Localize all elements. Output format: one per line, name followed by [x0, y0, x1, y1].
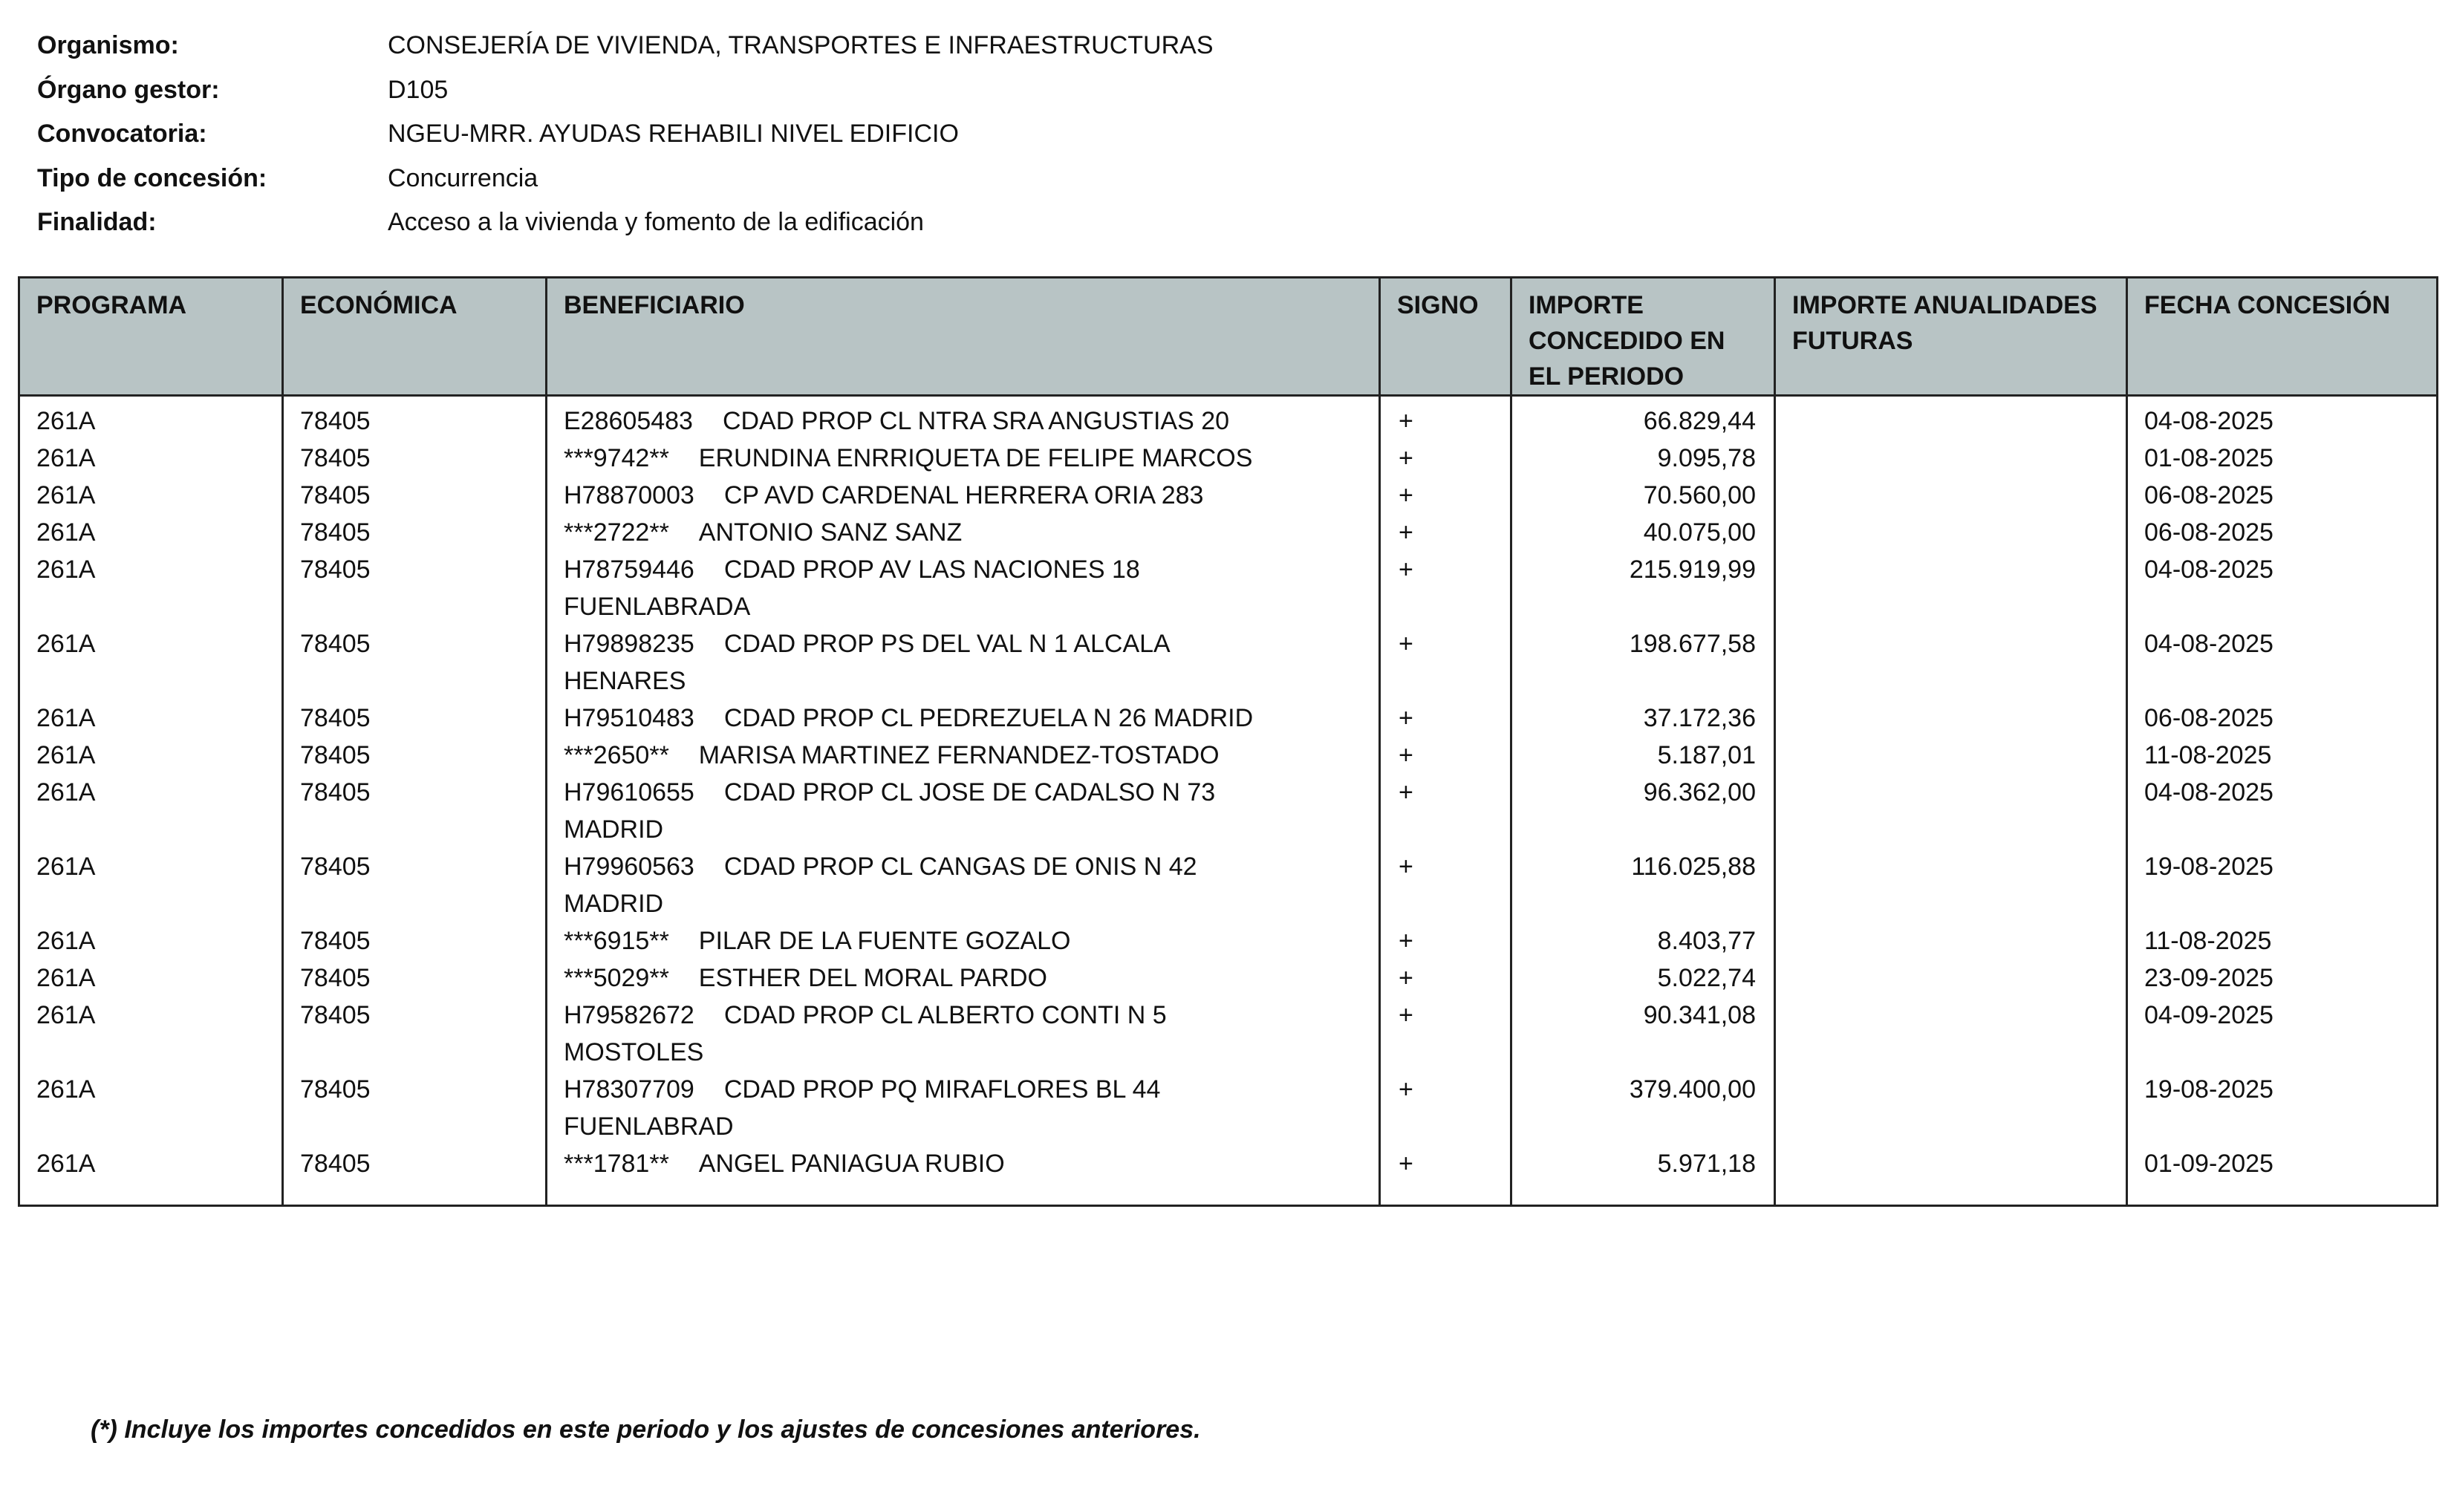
meta-label: Organismo: [37, 31, 179, 60]
beneficiary-name-line2: MOSTOLES [564, 1038, 704, 1066]
beneficiary-name: ANGEL PANIAGUA RUBIO [698, 1150, 1005, 1178]
beneficiary-name-line2: MADRID [564, 890, 664, 918]
table-filler-row [19, 1182, 2438, 1206]
cell-programa: 261A [19, 477, 283, 514]
cell-importe-concedido: 5.187,01 [1511, 737, 1775, 774]
cell-beneficiario [547, 477, 1380, 514]
cell-economica: 78405 [283, 997, 547, 1071]
beneficiary-name: CDAD PROP CL ALBERTO CONTI N 5 [723, 1001, 1167, 1029]
cell-importe-futuras [1775, 551, 2127, 625]
cell-importe-futuras [1775, 1145, 2127, 1182]
cell-economica: 78405 [283, 700, 547, 737]
cell-importe-futuras [1775, 700, 2127, 737]
cell-signo: + [1380, 737, 1511, 774]
beneficiary-name: CP AVD CARDENAL HERRERA ORIA 283 [723, 481, 1204, 509]
cell-programa: 261A [19, 737, 283, 774]
cell-beneficiario [547, 774, 1380, 848]
cell-economica: 78405 [283, 625, 547, 700]
meta-row [37, 157, 1214, 201]
table-row [19, 625, 2438, 700]
beneficiary-name-line2: FUENLABRADA [564, 593, 751, 621]
meta-row [37, 24, 1214, 68]
column-header-importe-concedido: IMPORTE CONCEDIDO EN EL PERIODO [1511, 278, 1775, 396]
beneficiary-id: H79610655 [564, 778, 694, 806]
cell-beneficiario [547, 700, 1380, 737]
column-header-economica: ECONÓMICA [283, 278, 547, 396]
cell-fecha: 04-09-2025 [2127, 997, 2438, 1071]
cell-importe-futuras [1775, 774, 2127, 848]
cell-beneficiario [547, 959, 1380, 997]
cell-importe-concedido: 9.095,78 [1511, 440, 1775, 477]
cell-economica: 78405 [283, 396, 547, 440]
cell-importe-concedido: 8.403,77 [1511, 922, 1775, 959]
cell-signo: + [1380, 774, 1511, 848]
meta-label: Tipo de concesión: [37, 163, 267, 192]
meta-label: Finalidad: [37, 208, 157, 237]
cell-fecha: 19-08-2025 [2127, 848, 2438, 922]
beneficiary-name-line2: HENARES [564, 667, 686, 695]
cell-signo: + [1380, 997, 1511, 1071]
table-row [19, 997, 2438, 1071]
document-metadata [37, 24, 1214, 245]
cell-signo: + [1380, 625, 1511, 700]
table-row [19, 922, 2438, 959]
cell-signo: + [1380, 959, 1511, 997]
cell-economica: 78405 [283, 477, 547, 514]
cell-programa: 261A [19, 848, 283, 922]
beneficiary-id: ***6915** [564, 927, 669, 955]
beneficiary-id: ***5029** [564, 964, 669, 992]
filler-cell [547, 1182, 1380, 1206]
cell-fecha: 06-08-2025 [2127, 477, 2438, 514]
footnote: (*) Incluye los importes concedidos en este periodo y los ajustes de concesiones anteriores. [91, 1415, 1201, 1444]
cell-importe-futuras [1775, 625, 2127, 700]
beneficiary-name-line2: FUENLABRAD [564, 1112, 734, 1141]
cell-fecha: 04-08-2025 [2127, 396, 2438, 440]
cell-economica: 78405 [283, 440, 547, 477]
cell-economica: 78405 [283, 551, 547, 625]
cell-importe-concedido: 116.025,88 [1511, 848, 1775, 922]
meta-row [37, 68, 1214, 113]
cell-beneficiario [547, 997, 1380, 1071]
table-row [19, 774, 2438, 848]
table-row [19, 396, 2438, 440]
meta-row [37, 201, 1214, 245]
cell-economica: 78405 [283, 848, 547, 922]
beneficiary-name: ANTONIO SANZ SANZ [698, 518, 963, 547]
cell-fecha: 11-08-2025 [2127, 922, 2438, 959]
cell-importe-futuras [1775, 396, 2127, 440]
beneficiary-name: CDAD PROP CL PEDREZUELA N 26 MADRID [723, 704, 1254, 732]
beneficiary-id: H79510483 [564, 704, 694, 732]
beneficiary-name-line2: MADRID [564, 815, 664, 844]
cell-economica: 78405 [283, 959, 547, 997]
beneficiary-id: ***9742** [564, 444, 669, 472]
cell-importe-futuras [1775, 737, 2127, 774]
beneficiary-id: ***2722** [564, 518, 669, 547]
table-row [19, 514, 2438, 551]
cell-importe-concedido: 37.172,36 [1511, 700, 1775, 737]
cell-beneficiario [547, 440, 1380, 477]
beneficiary-id: E28605483 [564, 407, 693, 435]
cell-programa: 261A [19, 625, 283, 700]
cell-fecha: 11-08-2025 [2127, 737, 2438, 774]
table-row [19, 551, 2438, 625]
beneficiary-name: CDAD PROP CL NTRA SRA ANGUSTIAS 20 [722, 407, 1230, 435]
cell-programa: 261A [19, 396, 283, 440]
beneficiary-id: H78870003 [564, 481, 694, 509]
beneficiary-id: H79898235 [564, 630, 694, 658]
cell-beneficiario [547, 922, 1380, 959]
beneficiary-id: H78759446 [564, 555, 694, 584]
meta-label: Convocatoria: [37, 120, 207, 149]
table-row [19, 477, 2438, 514]
cell-beneficiario [547, 737, 1380, 774]
cell-importe-futuras [1775, 1071, 2127, 1145]
cell-importe-concedido: 66.829,44 [1511, 396, 1775, 440]
cell-beneficiario [547, 1145, 1380, 1182]
cell-beneficiario [547, 396, 1380, 440]
cell-importe-futuras [1775, 477, 2127, 514]
table-row [19, 1145, 2438, 1182]
cell-economica: 78405 [283, 514, 547, 551]
cell-economica: 78405 [283, 1071, 547, 1145]
cell-importe-concedido: 40.075,00 [1511, 514, 1775, 551]
cell-beneficiario [547, 848, 1380, 922]
cell-programa: 261A [19, 774, 283, 848]
table-row [19, 737, 2438, 774]
cell-importe-concedido: 198.677,58 [1511, 625, 1775, 700]
cell-importe-concedido: 379.400,00 [1511, 1071, 1775, 1145]
table-row [19, 959, 2438, 997]
cell-fecha: 04-08-2025 [2127, 625, 2438, 700]
cell-fecha: 01-09-2025 [2127, 1145, 2438, 1182]
cell-fecha: 06-08-2025 [2127, 514, 2438, 551]
cell-programa: 261A [19, 514, 283, 551]
column-header-signo: SIGNO [1380, 278, 1511, 396]
beneficiary-name: PILAR DE LA FUENTE GOZALO [698, 927, 1071, 955]
cell-programa: 261A [19, 997, 283, 1071]
beneficiary-name: CDAD PROP CL JOSE DE CADALSO N 73 [723, 778, 1216, 806]
meta-value: CONSEJERÍA DE VIVIENDA, TRANSPORTES E INFRAESTRUCTURAS [388, 31, 1214, 60]
beneficiary-id: H78307709 [564, 1075, 694, 1104]
table-row [19, 440, 2438, 477]
cell-importe-concedido: 5.022,74 [1511, 959, 1775, 997]
cell-signo: + [1380, 922, 1511, 959]
cell-signo: + [1380, 477, 1511, 514]
beneficiary-id: H79582672 [564, 1001, 694, 1029]
cell-beneficiario [547, 625, 1380, 700]
cell-importe-concedido: 96.362,00 [1511, 774, 1775, 848]
meta-value: Concurrencia [388, 163, 538, 192]
cell-programa: 261A [19, 440, 283, 477]
cell-signo: + [1380, 1071, 1511, 1145]
cell-importe-futuras [1775, 514, 2127, 551]
cell-programa: 261A [19, 1145, 283, 1182]
cell-signo: + [1380, 440, 1511, 477]
table-row [19, 700, 2438, 737]
filler-cell [19, 1182, 283, 1206]
column-header-beneficiario: BENEFICIARIO [547, 278, 1380, 396]
cell-signo: + [1380, 1145, 1511, 1182]
cell-fecha: 19-08-2025 [2127, 1071, 2438, 1145]
table-body [19, 396, 2438, 1206]
column-header-fecha: FECHA CONCESIÓN [2127, 278, 2438, 396]
cell-fecha: 06-08-2025 [2127, 700, 2438, 737]
cell-importe-concedido: 90.341,08 [1511, 997, 1775, 1071]
cell-importe-futuras [1775, 959, 2127, 997]
meta-label: Órgano gestor: [37, 75, 220, 104]
beneficiary-id: ***1781** [564, 1150, 669, 1178]
meta-value: NGEU-MRR. AYUDAS REHABILI NIVEL EDIFICIO [388, 120, 959, 149]
cell-fecha: 04-08-2025 [2127, 551, 2438, 625]
cell-importe-futuras [1775, 922, 2127, 959]
cell-fecha: 01-08-2025 [2127, 440, 2438, 477]
filler-cell [1775, 1182, 2127, 1206]
cell-programa: 261A [19, 700, 283, 737]
beneficiary-name: ESTHER DEL MORAL PARDO [698, 964, 1047, 992]
cell-signo: + [1380, 514, 1511, 551]
cell-programa: 261A [19, 551, 283, 625]
cell-fecha: 23-09-2025 [2127, 959, 2438, 997]
meta-value: Acceso a la vivienda y fomento de la edificación [388, 208, 924, 237]
cell-beneficiario [547, 551, 1380, 625]
cell-importe-futuras [1775, 440, 2127, 477]
cell-importe-futuras [1775, 997, 2127, 1071]
column-header-programa: PROGRAMA [19, 278, 283, 396]
cell-economica: 78405 [283, 737, 547, 774]
cell-signo: + [1380, 700, 1511, 737]
filler-cell [283, 1182, 547, 1206]
cell-programa: 261A [19, 922, 283, 959]
cell-beneficiario [547, 1071, 1380, 1145]
table-row [19, 848, 2438, 922]
table-row [19, 1071, 2438, 1145]
cell-signo: + [1380, 551, 1511, 625]
filler-cell [2127, 1182, 2438, 1206]
cell-importe-concedido: 215.919,99 [1511, 551, 1775, 625]
beneficiary-name: CDAD PROP CL CANGAS DE ONIS N 42 [723, 853, 1197, 881]
beneficiary-name: MARISA MARTINEZ FERNANDEZ-TOSTADO [698, 741, 1220, 769]
table-header [19, 278, 2438, 396]
cell-economica: 78405 [283, 774, 547, 848]
cell-programa: 261A [19, 1071, 283, 1145]
column-header-importe-futuras: IMPORTE ANUALIDADES FUTURAS [1775, 278, 2127, 396]
cell-fecha: 04-08-2025 [2127, 774, 2438, 848]
cell-economica: 78405 [283, 1145, 547, 1182]
grants-table [18, 276, 2438, 1207]
cell-importe-concedido: 5.971,18 [1511, 1145, 1775, 1182]
filler-cell [1380, 1182, 1511, 1206]
cell-signo: + [1380, 848, 1511, 922]
cell-economica: 78405 [283, 922, 547, 959]
cell-importe-futuras [1775, 848, 2127, 922]
beneficiary-id: ***2650** [564, 741, 669, 769]
meta-row [37, 112, 1214, 157]
beneficiary-name: ERUNDINA ENRRIQUETA DE FELIPE MARCOS [698, 444, 1253, 472]
beneficiary-name: CDAD PROP AV LAS NACIONES 18 [723, 555, 1140, 584]
filler-cell [1511, 1182, 1775, 1206]
beneficiary-name: CDAD PROP PQ MIRAFLORES BL 44 [723, 1075, 1161, 1104]
cell-beneficiario [547, 514, 1380, 551]
beneficiary-name: CDAD PROP PS DEL VAL N 1 ALCALA [723, 630, 1171, 658]
cell-importe-concedido: 70.560,00 [1511, 477, 1775, 514]
cell-programa: 261A [19, 959, 283, 997]
meta-value: D105 [388, 75, 449, 104]
cell-signo: + [1380, 396, 1511, 440]
beneficiary-id: H79960563 [564, 853, 694, 881]
